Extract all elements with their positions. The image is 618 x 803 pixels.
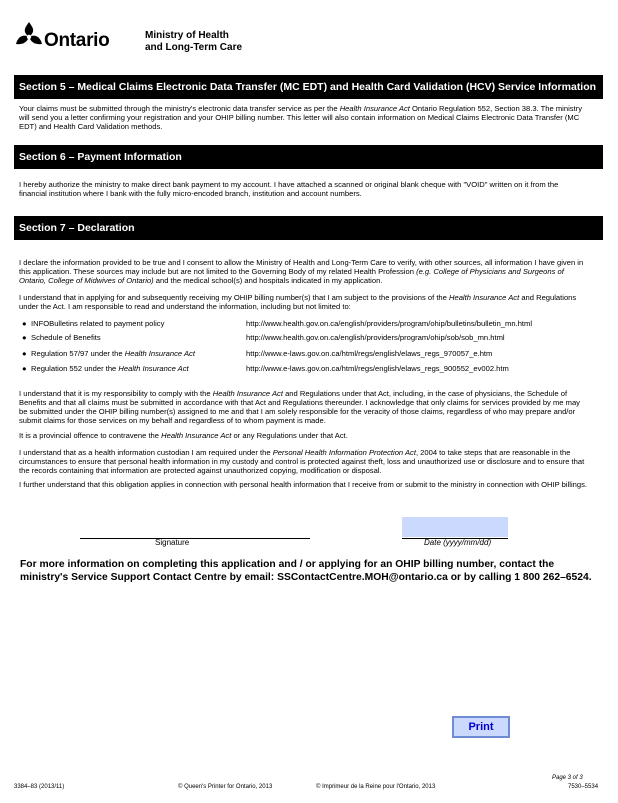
section6-header: Section 6 – Payment Information [14,145,603,169]
declaration-para-4: It is a provincial offence to contravene the Health Insurance Act or any Regulations under that Act. [19,431,348,440]
reference-link[interactable]: http://www.e-laws.gov.on.ca/html/regs/english/elaws_regs_970057_e.htm [246,349,493,358]
declaration-para-1: I declare the information provided to be true and I consent to allow the Ministry of Health and Long-Term Care to verify, with other sources, all information I have given in this application. These sources may include but are not limited to the Governing Body of my related Health Profession (e.g. College of Physicians and Surgeons of Ontario, College of Midwives of Ontario) and the medical school(s) and hospitals indicated in my application. [19,258,584,285]
date-label: Date (yyyy/mm/dd) [424,538,492,547]
logo-wordmark: Ontario [44,30,110,51]
form-code: 7530–5534 [568,784,599,790]
signature-line[interactable] [80,538,310,539]
bullet-icon: ● [22,364,27,373]
list-item: ● INFOBulletins related to payment policy http://www.health.gov.on.ca/english/providers/program/ohip/bulletins/bulletin_mn.html [22,319,533,328]
list-item: ● Schedule of Benefits http://www.health.gov.on.ca/english/providers/program/ohip/sob/sob_mn.html [22,333,505,342]
signature-label: Signature [155,538,190,547]
declaration-para-2: I understand that in applying for and subsequently receiving my OHIP billing number(s) that I am subject to the provisions of the Health Insurance Act and Regulations under the Act. I am responsible to read and understand the information, including but not limited to: [19,293,577,311]
declaration-para-6: I further understand that this obligation applies in connection with personal health information that I receive from or submit to the ministry in connection with OHIP billings. [19,480,587,489]
section5-header: Section 5 – Medical Claims Electronic Data Transfer (MC EDT) and Health Card Validation (HCV) Service Information [14,75,603,99]
copyright-en: © Queen's Printer for Ontario, 2013 [178,784,273,790]
ministry-line-1: Ministry of Health [145,30,229,41]
bullet-icon: ● [22,349,27,358]
bullet-icon: ● [22,319,27,328]
contact-info: For more information on completing this application and / or applying for an OHIP billing number, contact the ministry's Service Support Contact Centre by email: SSContactCentre.MOH@ontario.ca or by calling 1 800 262–6524. [20,559,592,583]
form-id: 3384–83 (2013/11) [14,784,65,790]
declaration-para-3: I understand that it is my responsibility to comply with the Health Insurance Act and Regulations under that Act, including, in the case of physicians, the Schedule of Benefits and that all claims must be submitted in accordance with that Act and Regulations thereunder. I acknowledge that only claims for services provided by me may be submitted under the OHIP billing number(s) assigned to me and that I am solely responsible for the veracity of those claims, regardless of who may prepare and/or submit claims for those services on my behalf and regardless of to whom payment is made. [19,389,580,425]
reference-link[interactable]: http://www.e-laws.gov.on.ca/html/regs/english/elaws_regs_900552_ev002.htm [246,364,509,373]
copyright-fr: © Imprimeur de la Reine pour l'Ontario, 2013 [316,784,436,790]
section6-text: I hereby authorize the ministry to make direct bank payment to my account. I have attached a scanned or original blank cheque with "VOID" written on it from the financial institution where I bank with the fully micro-encoded branch, institution and account numbers. [19,180,559,198]
trillium-icon [14,20,44,50]
reference-link[interactable]: http://www.health.gov.on.ca/english/providers/program/ohip/bulletins/bulletin_mn.html [246,319,533,328]
reference-list [19,319,589,379]
date-field[interactable] [402,517,508,537]
print-button[interactable]: Print [452,716,510,738]
reference-link[interactable]: http://www.health.gov.on.ca/english/providers/program/ohip/sob/sob_mn.html [246,333,505,342]
list-item: ● Regulation 552 under the Health Insurance Act http://www.e-laws.gov.on.ca/html/regs/english/elaws_regs_900552_ev002.htm [22,364,509,373]
section7-header: Section 7 – Declaration [14,216,603,240]
section5-text: Your claims must be submitted through the ministry's electronic data transfer service as per the Health Insurance Act Ontario Regulation 552, Section 38.3. The ministry will send you a letter confirming your registration and your OHIP billing number. This letter will also contain information on Medical Claims Electronic Data Transfer (MC EDT) and Health Card Validation methods. [19,104,582,131]
ministry-name [145,30,242,54]
bullet-icon: ● [22,333,27,342]
declaration-para-5: I understand that as a health information custodian I am required under the Personal Health Information Protection Act, 2004 to take steps that are reasonable in the circumstances to ensure that personal health information in my custody and control is protected against theft, loss and unauthorized use or disclosure and to ensure that the records containing that information are protected against unauthorized copying, modification or disposal. [19,448,585,475]
list-item: ● Regulation 57/97 under the Health Insurance Act http://www.e-laws.gov.on.ca/html/regs/english/elaws_regs_970057_e.htm [22,349,493,358]
ministry-line-2: and Long-Term Care [145,42,243,53]
page-number: Page 3 of 3 [552,775,583,781]
